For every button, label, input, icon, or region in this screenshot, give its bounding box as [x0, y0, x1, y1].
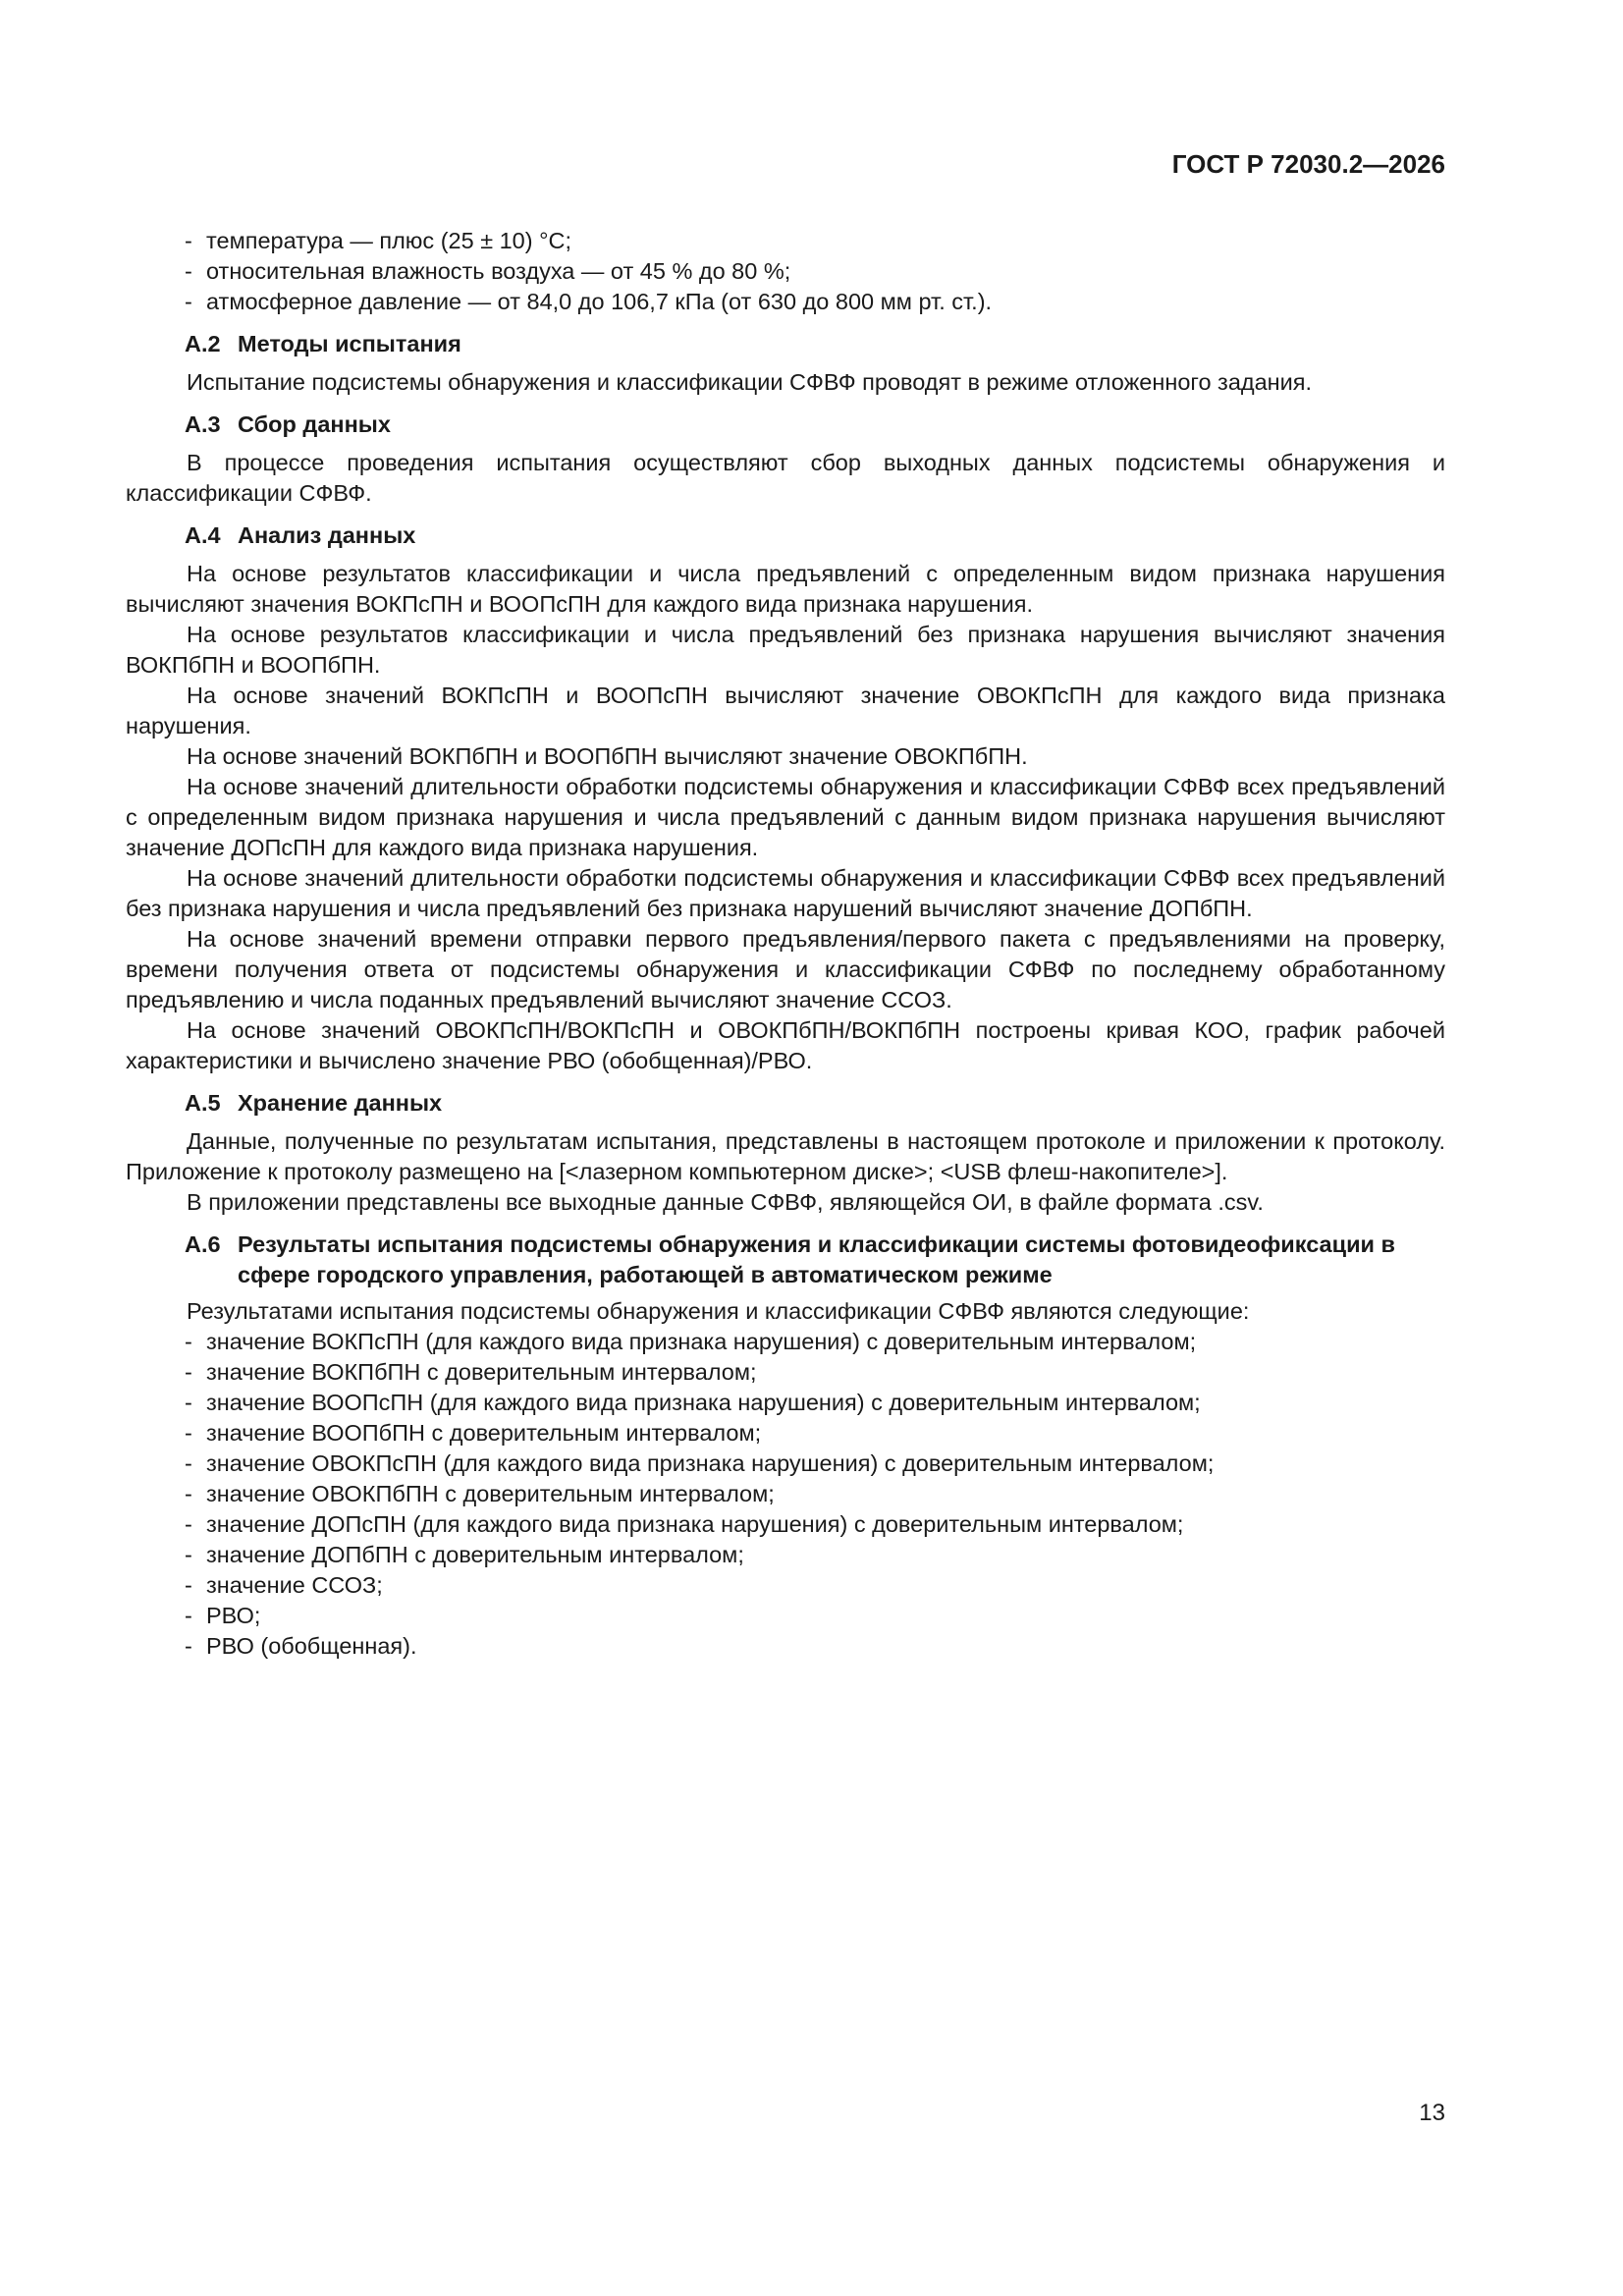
list-item: - значение ОВОКПбПН с доверительным интервалом;: [126, 1479, 1445, 1509]
paragraph: На основе значений длительности обработки подсистемы обнаружения и классификации СФВФ всех предъявлений без признака нарушения и числа предъявлений без признака нарушений вычисляют значение ДОПбПН.: [126, 865, 1445, 921]
conditions-list: [126, 226, 1445, 317]
paragraph: На основе значений времени отправки первого предъявления/первого пакета с предъявлениями на проверку, времени получения ответа от подсистемы обнаружения и классификации СФВФ по последнему обработанному предъявлению и числа поданных предъявлений вычисляют значение ССОЗ.: [126, 926, 1445, 1012]
section-heading-a4: А.4 Анализ данных: [185, 522, 416, 548]
list-dash: -: [185, 1633, 192, 1659]
list-item: - РВО;: [126, 1601, 1445, 1631]
paragraph: На основе значений ВОКПбПН и ВООПбПН вычисляют значение ОВОКПбПН.: [187, 743, 1028, 769]
list-dash: -: [185, 1511, 192, 1537]
list-dash: -: [185, 1359, 192, 1385]
document-code: ГОСТ Р 72030.2—2026: [1171, 149, 1445, 179]
list-item: - атмосферное давление — от 84,0 до 106,7 кПа (от 630 до 800 мм рт. ст.).: [126, 287, 1445, 317]
list-dash: -: [185, 1329, 192, 1354]
paragraph: В приложении представлены все выходные данные СФВФ, являющейся ОИ, в файле формата .csv.: [187, 1189, 1264, 1215]
list-dash: -: [185, 1542, 192, 1567]
list-item: - температура — плюс (25 ± 10) °С;: [126, 226, 1445, 256]
list-item: - РВО (обобщенная).: [126, 1631, 1445, 1662]
section-heading-a6: А.6 Результаты испытания подсистемы обнаружения и классификации системы фотовидеофиксации в сфере городского управления, работающей в автоматическом режиме: [185, 1231, 1395, 1287]
list-dash: -: [185, 1481, 192, 1506]
results-list: [126, 1327, 1445, 1662]
section-heading-a2: А.2 Методы испытания: [185, 331, 461, 356]
list-dash: -: [185, 1603, 192, 1628]
list-dash: -: [185, 289, 192, 314]
section-heading-a3: А.3 Сбор данных: [185, 411, 391, 437]
paragraph: На основе значений ОВОКПсПН/ВОКПсПН и ОВОКПбПН/ВОКПбПН построены кривая КОО, график рабочей характеристики и вычислено значение РВО (обобщенная)/РВО.: [126, 1017, 1445, 1073]
list-dash: -: [185, 228, 192, 253]
list-item: - значение ВООПсПН (для каждого вида признака нарушения) с доверительным интервалом;: [126, 1388, 1445, 1418]
list-item: - значение ОВОКПсПН (для каждого вида признака нарушения) с доверительным интервалом;: [126, 1449, 1445, 1479]
list-item: - значение ВООПбПН с доверительным интервалом;: [126, 1418, 1445, 1449]
list-item: - значение ДОПсПН (для каждого вида признака нарушения) с доверительным интервалом;: [126, 1509, 1445, 1540]
list-dash: -: [185, 1450, 192, 1476]
paragraph: Данные, полученные по результатам испытания, представлены в настоящем протоколе и приложении к протоколу. Приложение к протоколу размещено на [<лазерном компьютерном диске>; <USB флеш-накопителе>].: [126, 1128, 1445, 1184]
list-item: - значение ВОКПбПН с доверительным интервалом;: [126, 1357, 1445, 1388]
page-number: 13: [1419, 2100, 1445, 2126]
list-dash: -: [185, 258, 192, 284]
list-dash: -: [185, 1390, 192, 1415]
paragraph: На основе значений длительности обработки подсистемы обнаружения и классификации СФВФ всех предъявлений с определенным видом признака нарушения и числа предъявлений с данным видом признака нарушения вычисляют значение ДОПсПН для каждого вида признака нарушения.: [126, 774, 1445, 860]
list-item: - значение ССОЗ;: [126, 1570, 1445, 1601]
list-item: - значение ДОПбПН с доверительным интервалом;: [126, 1540, 1445, 1570]
paragraph: На основе результатов классификации и числа предъявлений без признака нарушения вычисляют значения ВОКПбПН и ВООПбПН.: [126, 622, 1445, 678]
paragraph: На основе результатов классификации и числа предъявлений с определенным видом признака нарушения вычисляют значения ВОКПсПН и ВООПсПН для каждого вида признака нарушения.: [126, 561, 1445, 617]
document-body: [126, 226, 1445, 1662]
paragraph: На основе значений ВОКПсПН и ВООПсПН вычисляют значение ОВОКПсПН для каждого вида признака нарушения.: [126, 683, 1445, 738]
list-item: - значение ВОКПсПН (для каждого вида признака нарушения) с доверительным интервалом;: [126, 1327, 1445, 1357]
paragraph: В процессе проведения испытания осуществляют сбор выходных данных подсистемы обнаружения и классификации СФВФ.: [126, 450, 1445, 506]
paragraph: Результатами испытания подсистемы обнаружения и классификации СФВФ являются следующие:: [187, 1298, 1250, 1324]
list-dash: -: [185, 1420, 192, 1446]
paragraph: Испытание подсистемы обнаружения и классификации СФВФ проводят в режиме отложенного задания.: [187, 369, 1313, 395]
section-heading-a5: А.5 Хранение данных: [185, 1090, 443, 1116]
list-item: - относительная влажность воздуха — от 45 % до 80 %;: [126, 256, 1445, 287]
list-dash: -: [185, 1572, 192, 1598]
